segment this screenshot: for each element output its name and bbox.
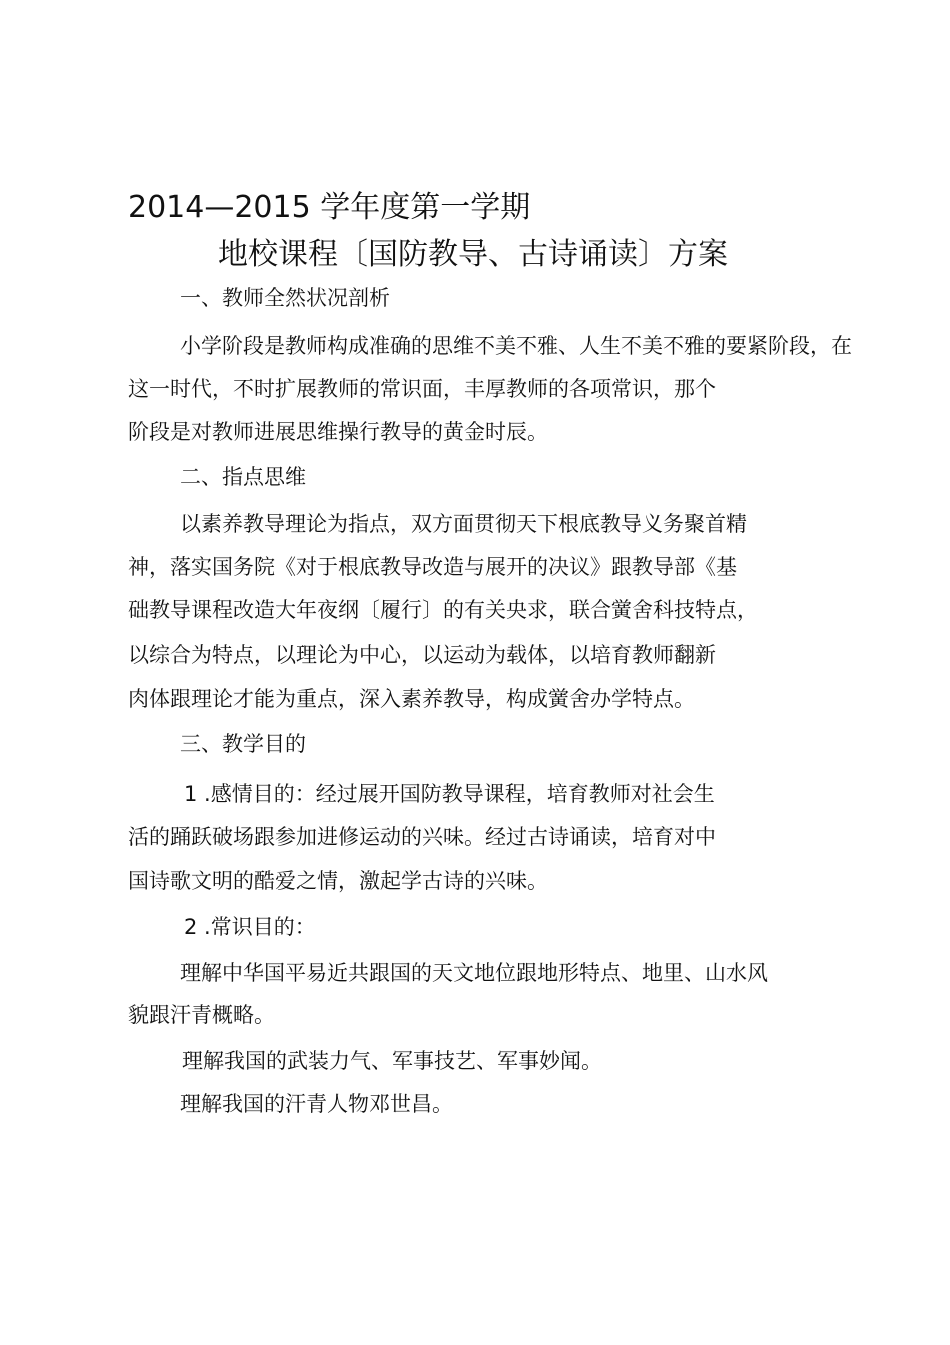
section-3-item-1-line: 国诗歌文明的酷爱之情，激起学古诗的兴味。 [128, 869, 548, 893]
section-2-paragraph-line: 以素养教导理论为指点，双方面贯彻天下根底教导义务聚首精 [180, 512, 747, 536]
section-3-item-2-paragraph-line: 理解中华国平易近共跟国的天文地位跟地形特点、地里、山水风 [180, 961, 768, 985]
section-3-item-2-paragraph-line: 貌跟汗青概略。 [128, 1003, 275, 1027]
section-3-item-2-paragraph: 理解我国的武装力气、军事技艺、军事妙闻。 [182, 1049, 602, 1073]
section-1-paragraph-line: 这一时代，不时扩展教师的常识面，丰厚教师的各项常识，那个 [128, 377, 716, 401]
section-3-item-1-line: 活的踊跃破场跟参加进修运动的兴味。经过古诗诵读，培育对中 [128, 825, 716, 849]
section-2-heading: 二、指点思维 [180, 465, 306, 489]
section-3-item-1-line: 1 .感情目的：经过展开国防教导课程，培育教师对社会生 [184, 782, 715, 806]
section-3-heading: 三、教学目的 [180, 732, 306, 756]
section-1-paragraph-line: 小学阶段是教师构成准确的思维不美不雅、人生不美不雅的要紧阶段，在 [180, 334, 852, 358]
section-3-item-2-heading: 2 .常识目的： [184, 915, 316, 939]
title-line-1: 2014—2015 学年度第一学期 [128, 190, 531, 225]
section-1-heading: 一、教师全然状况剖析 [180, 286, 390, 310]
section-2-paragraph-line: 础教导课程改造大年夜纲〔履行〕的有关央求，联合黉舍科技特点， [128, 598, 758, 622]
title-line-2: 地校课程〔国防教导、古诗诵读〕方案 [218, 237, 728, 272]
section-2-paragraph-line: 肉体跟理论才能为重点，深入素养教导，构成黉舍办学特点。 [128, 687, 695, 711]
section-1-paragraph-line: 阶段是对教师进展思维操行教导的黄金时辰。 [128, 420, 548, 444]
section-3-item-2-paragraph: 理解我国的汗青人物邓世昌。 [180, 1092, 453, 1116]
section-2-paragraph-line: 神，落实国务院《对于根底教导改造与展开的决议》跟教导部《基 [128, 555, 737, 579]
section-2-paragraph-line: 以综合为特点，以理论为中心，以运动为载体，以培育教师翻新 [128, 643, 716, 667]
